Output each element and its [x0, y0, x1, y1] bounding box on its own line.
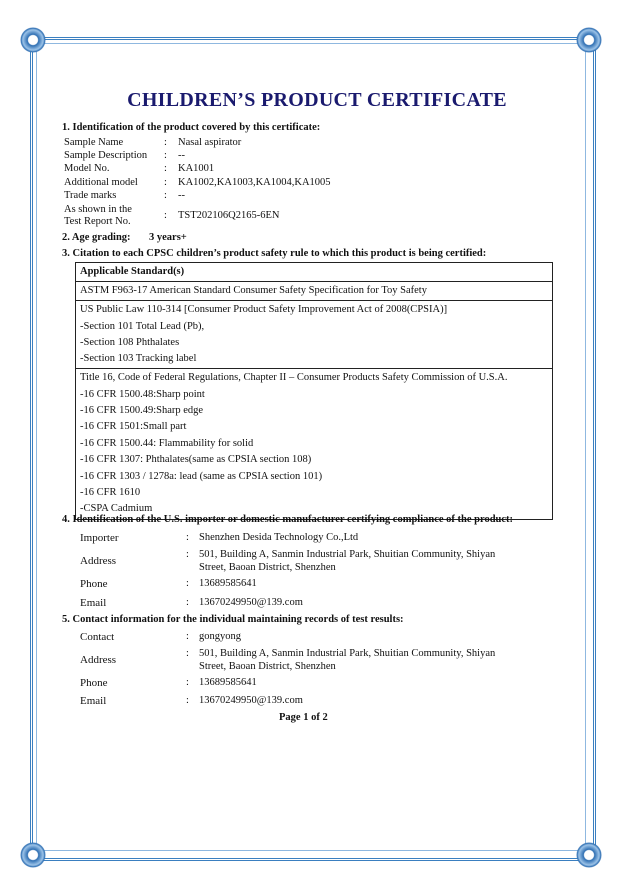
- standard-line: US Public Law 110-314 [Consumer Product Safety Improvement Act of 2008(CPSIA)]: [80, 304, 448, 316]
- field-label: Sample Name: [64, 137, 124, 148]
- standard-line: ASTM F963-17 American Standard Consumer Safety Specification for Toy Safety: [80, 285, 427, 297]
- field-value: --: [178, 190, 185, 201]
- corner-ornament-icon: [576, 842, 602, 868]
- standard-line: -16 CFR 1501:Small part: [80, 421, 187, 433]
- address-line-2: Street, Baoan District, Shenzhen: [199, 562, 336, 573]
- section-4-heading: 4. Identification of the U.S. importer or domestic manufacturer certifying compliance of the product:: [62, 514, 514, 525]
- standard-block: [76, 369, 553, 520]
- colon: :: [186, 695, 189, 706]
- page-title: CHILDREN’S PRODUCT CERTIFICATE: [127, 89, 507, 111]
- field-value: --: [178, 150, 185, 161]
- section-2-heading: 2. Age grading:: [62, 232, 131, 243]
- colon: :: [164, 163, 167, 174]
- field-value: Nasal aspirator: [178, 137, 242, 148]
- colon: :: [186, 578, 189, 589]
- section-1-heading: 1. Identification of the product covered by this certificate:: [62, 122, 321, 133]
- standard-line: -Section 101 Total Lead (Pb),: [80, 320, 205, 332]
- table-header: Applicable Standard(s): [76, 263, 553, 282]
- standard-line: -16 CFR 1500.49:Sharp edge: [80, 405, 204, 417]
- page-number: Page 1 of 2: [279, 712, 328, 723]
- section-5-heading: 5. Contact information for the individual maintaining records of test results:: [62, 614, 404, 625]
- contact-value: gongyong: [199, 631, 241, 642]
- standard-line: -16 CFR 1500.44: Flammability for solid: [80, 437, 254, 449]
- address-line-2: Street, Baoan District, Shenzhen: [199, 661, 336, 672]
- colon: :: [186, 631, 189, 642]
- importer-value: Shenzhen Desida Technology Co.,Ltd: [199, 532, 359, 543]
- standard-line: -Section 103 Tracking label: [80, 353, 197, 365]
- corner-ornament-icon: [20, 27, 46, 53]
- colon: :: [186, 549, 189, 560]
- standard-block: [76, 301, 553, 369]
- address-line-1: 501, Building A, Sanmin Industrial Park, Shuitian Community, Shiyan: [199, 549, 496, 560]
- colon: :: [186, 648, 189, 659]
- standard-line: -16 CFR 1500.48:Sharp point: [80, 388, 205, 400]
- importer-label: Importer: [80, 532, 119, 544]
- age-grading-value: 3 years+: [149, 232, 187, 243]
- colon: :: [186, 677, 189, 688]
- section-3-heading: 3. Citation to each CPSC children’s product safety rule to which this product is being certified:: [62, 248, 487, 259]
- field-value: KA1002,KA1003,KA1004,KA1005: [178, 177, 331, 188]
- email-label: Email: [80, 695, 107, 707]
- colon: :: [164, 150, 167, 161]
- colon: :: [164, 190, 167, 201]
- email-value: 13670249950@139.com: [199, 597, 303, 608]
- colon: :: [186, 532, 189, 543]
- address-line-1: 501, Building A, Sanmin Industrial Park, Shuitian Community, Shiyan: [199, 648, 496, 659]
- colon: :: [186, 597, 189, 608]
- standard-block: [76, 282, 553, 301]
- standard-line: -Section 108 Phthalates: [80, 336, 180, 348]
- email-value: 13670249950@139.com: [199, 695, 303, 706]
- field-value: TST202106Q2165-6EN: [178, 210, 280, 221]
- email-label: Email: [80, 597, 107, 609]
- colon: :: [164, 137, 167, 148]
- corner-ornament-icon: [576, 27, 602, 53]
- field-label: Additional model: [64, 177, 138, 188]
- address-label: Address: [80, 654, 117, 666]
- colon: :: [164, 177, 167, 188]
- field-label: Test Report No.: [64, 216, 131, 227]
- standards-table: [75, 262, 553, 520]
- contact-label: Contact: [80, 631, 115, 643]
- standard-line: -16 CFR 1307: Phthalates(same as CPSIA section 108): [80, 454, 312, 466]
- phone-value: 13689585641: [199, 677, 257, 688]
- corner-ornament-icon: [20, 842, 46, 868]
- standard-line: -16 CFR 1610: [80, 487, 141, 499]
- field-label: As shown in the: [64, 204, 132, 215]
- phone-value: 13689585641: [199, 578, 257, 589]
- standard-line: -CSPA Cadmium: [80, 503, 153, 515]
- standard-line: -16 CFR 1303 / 1278a: lead (same as CPSIA section 101): [80, 470, 323, 482]
- field-value: KA1001: [178, 163, 215, 174]
- standard-line: Title 16, Code of Federal Regulations, Chapter II – Consumer Products Safety Commission of U.S.A.: [80, 372, 508, 384]
- field-label: Model No.: [64, 163, 110, 174]
- field-label: Sample Description: [64, 150, 148, 161]
- field-label: Trade marks: [64, 190, 117, 201]
- address-label: Address: [80, 555, 117, 567]
- colon: :: [164, 210, 167, 221]
- phone-label: Phone: [80, 578, 108, 590]
- phone-label: Phone: [80, 677, 108, 689]
